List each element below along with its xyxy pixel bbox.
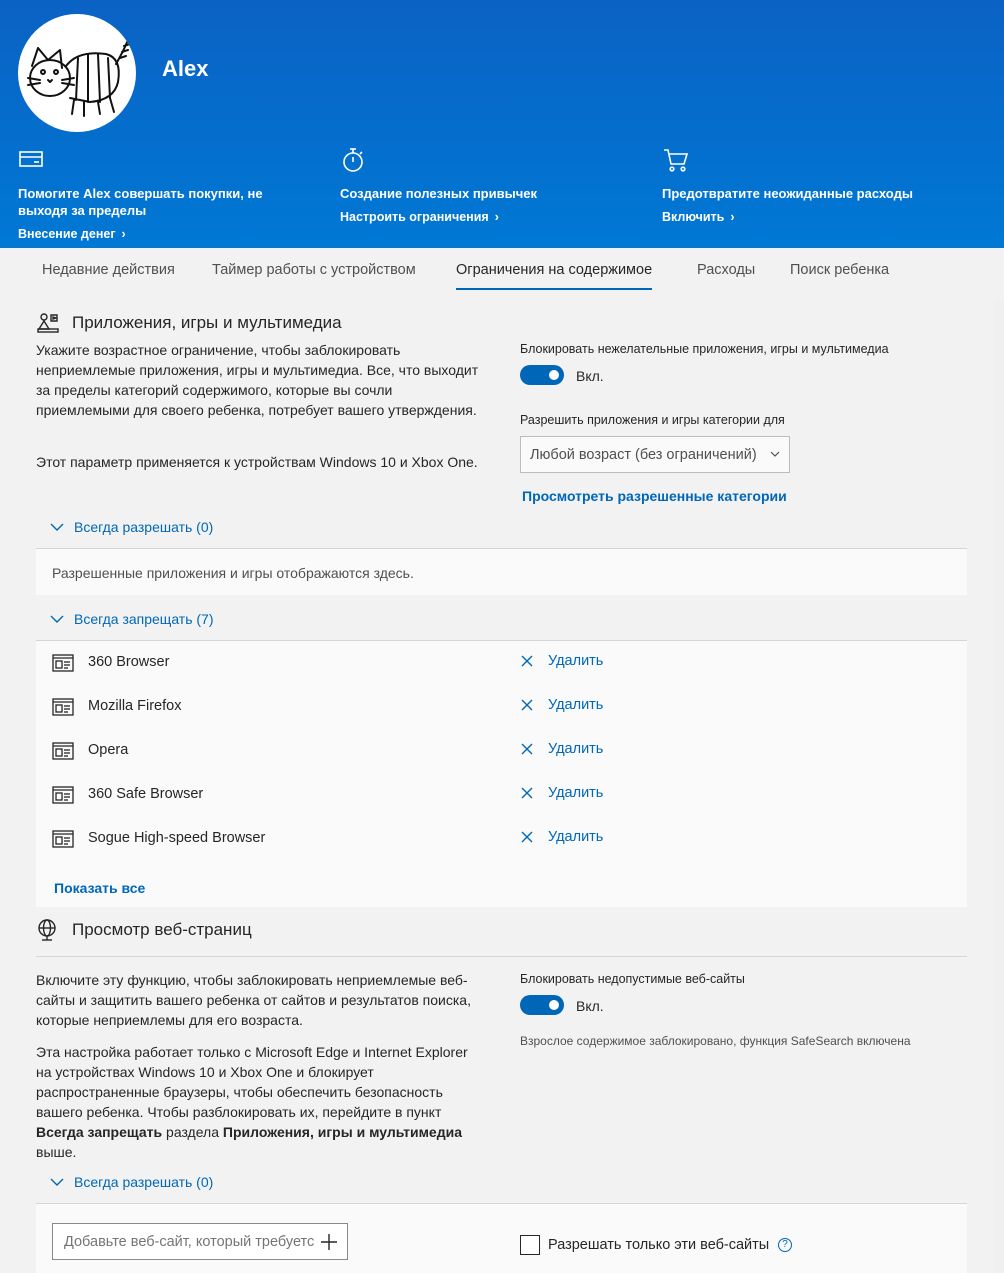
web-description: Включите эту функцию, чтобы заблокировать неприемлемые веб-сайты и защитить вашего ребенка от сайтов и результатов поиска, которые неприемлемы для его возраста. [36, 972, 471, 1028]
promo-spending [662, 146, 952, 224]
web-browser-note: Эта настройка работает только с Microsoft Edge и Internet Explorer на устройствах Windows 10 и Xbox One и блокирует распространенные браузеры, чтобы обеспечить безопасность вашего ребенка. Чтобы разблокировать их, перейдите в пункт Всегда запрещать раздела Приложения, игры и мультимедиа выше. [36, 1044, 468, 1160]
block-apps-toggle-state: Вкл. [576, 368, 604, 384]
remove-button[interactable]: Удалить [520, 653, 603, 669]
apps-description: Укажите возрастное ограничение, чтобы заблокировать неприемлемые приложения, игры и мультимедиа. Все, что выходит за пределы категорий содержимого, которые вы сочли приемлемыми для своего ребенка, потребует вашего утверждения. [36, 342, 479, 418]
app-window-icon [52, 698, 74, 716]
profile-header [0, 0, 1004, 248]
remove-button[interactable]: Удалить [520, 785, 603, 801]
globe-monitor-icon [36, 918, 60, 942]
block-websites-toggle-state: Вкл. [576, 998, 604, 1014]
blocked-apps-panel [36, 641, 967, 907]
tab-spending[interactable]: Расходы [697, 262, 756, 278]
show-all-link[interactable]: Показать все [54, 880, 146, 896]
close-icon [520, 786, 534, 800]
allow-only-these-label: Разрешать только эти веб-сайты [548, 1237, 770, 1253]
close-icon [520, 742, 534, 756]
app-name: 360 Safe Browser [88, 786, 204, 802]
block-apps-label: Блокировать нежелательные приложения, игры и мультимедиа [520, 342, 889, 356]
divider [36, 956, 967, 957]
chevron-right-icon: › [730, 210, 735, 224]
list-item [36, 641, 967, 685]
chevron-down-icon [50, 522, 64, 532]
close-icon [520, 698, 534, 712]
apps-section-title: Приложения, игры и мультимедиа [36, 311, 342, 335]
add-website-field[interactable] [52, 1223, 348, 1260]
app-window-icon [52, 654, 74, 672]
always-allow-sites-accordion[interactable]: Всегда разрешать (0) [36, 1160, 967, 1204]
promo-purchases [18, 146, 308, 241]
apps-device-note: Этот параметр применяется к устройствам Windows 10 и Xbox One. [36, 454, 478, 470]
always-allow-apps-accordion[interactable]: Всегда разрешать (0) [36, 505, 967, 549]
plus-icon[interactable] [319, 1232, 339, 1252]
app-window-icon [52, 830, 74, 848]
add-money-link[interactable]: Внесение денег › [18, 227, 126, 241]
games-media-icon [36, 311, 60, 335]
chevron-down-icon [50, 614, 64, 624]
chevron-right-icon: › [121, 227, 126, 241]
age-rating-select[interactable]: Любой возраст (без ограничений) [520, 436, 790, 473]
profile-name: Alex [162, 56, 209, 81]
app-name: 360 Browser [88, 654, 170, 670]
app-window-icon [52, 786, 74, 804]
chevron-down-icon [50, 1177, 64, 1187]
close-icon [520, 830, 534, 844]
remove-button[interactable]: Удалить [520, 829, 603, 845]
tab-content-restrictions[interactable]: Ограничения на содержимое [456, 262, 653, 278]
chevron-right-icon: › [494, 210, 499, 224]
help-icon[interactable]: ? [778, 1238, 792, 1252]
app-name: Opera [88, 742, 129, 758]
avatar [18, 14, 136, 132]
tab-screen-time[interactable]: Таймер работы с устройством [212, 262, 416, 278]
list-item [36, 729, 967, 773]
tab-bar [0, 248, 1004, 294]
list-item [36, 817, 967, 861]
tab-find-child[interactable]: Поиск ребенка [790, 262, 890, 278]
app-name: Sogue High-speed Browser [88, 830, 266, 846]
allow-only-these-checkbox[interactable] [520, 1235, 540, 1255]
safesearch-note: Взрослое содержимое заблокировано, функция SafeSearch включена [520, 1034, 911, 1048]
app-window-icon [52, 742, 74, 760]
scrollbar[interactable] [994, 300, 1004, 1273]
cat-drawing-icon [18, 14, 136, 132]
wallet-icon [18, 146, 46, 174]
always-block-apps-accordion[interactable]: Всегда запрещать (7) [36, 597, 967, 641]
promo-title: Помогите Alex совершать покупки, не выходя за пределы [18, 186, 263, 218]
enable-link[interactable]: Включить › [662, 210, 735, 224]
block-websites-toggle[interactable] [520, 995, 564, 1015]
tab-recent-activity[interactable]: Недавние действия [42, 262, 175, 278]
block-apps-toggle[interactable] [520, 365, 564, 385]
view-allowed-categories-link[interactable]: Просмотреть разрешенные категории [522, 488, 787, 504]
allowed-apps-panel [36, 549, 967, 595]
allowed-apps-empty: Разрешенные приложения и игры отображаются здесь. [52, 565, 414, 581]
block-websites-label: Блокировать недопустимые веб-сайты [520, 972, 745, 986]
remove-button[interactable]: Удалить [520, 741, 603, 757]
web-section-title: Просмотр веб-страниц [36, 918, 252, 942]
list-item [36, 685, 967, 729]
promo-title: Создание полезных привычек [340, 186, 537, 201]
allow-age-label: Разрешить приложения и игры категории для [520, 413, 785, 427]
stopwatch-icon [340, 146, 368, 174]
cart-icon [662, 146, 690, 174]
close-icon [520, 654, 534, 668]
set-limits-link[interactable]: Настроить ограничения › [340, 210, 499, 224]
list-item [36, 773, 967, 817]
promo-title: Предотвратите неожиданные расходы [662, 186, 913, 201]
chevron-down-icon [770, 450, 780, 458]
remove-button[interactable]: Удалить [520, 697, 603, 713]
app-name: Mozilla Firefox [88, 698, 182, 714]
add-website-input[interactable] [64, 1234, 314, 1250]
promo-habits [340, 146, 630, 224]
